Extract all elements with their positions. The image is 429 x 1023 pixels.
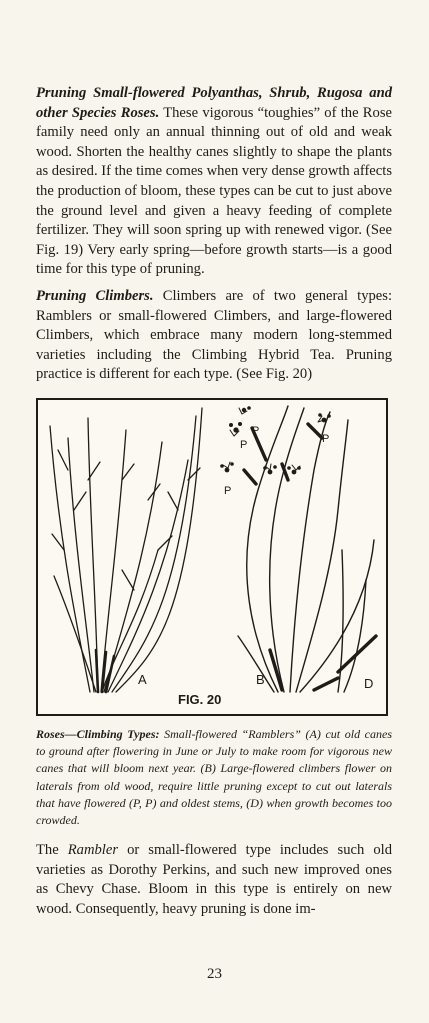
paragraph-emphasis: Rambler xyxy=(67,842,119,859)
label-p: P xyxy=(224,484,232,497)
paragraph-body: These vigorous “toughies” of the Rose family need only an annual thinning out of old and weak wood. Shorten the healthy canes slightly to shape the plants as desired. If the time comes when very dense growth affects the production of bloom, these types can be cut to just above the ground level and given a heavy feeding of complete fertilizer. They will soon spring up with renewed vigor. (See Fig. 19) Very early spring—before growth starts—is a good time for this type of pruning. xyxy=(36,104,392,278)
paragraph-pruning-polyanthas xyxy=(36,84,392,280)
label-b: B xyxy=(256,671,265,687)
paragraph-rambler-type xyxy=(36,841,392,919)
paragraph-text: or small-flowered type includes such old varieties as Dorothy Perkins, and such new improved ones as Chevy Chase. Bloom in this type is entirely on new wood. Consequently, heavy pruning is done im- xyxy=(36,842,392,917)
paragraph-text: The xyxy=(36,842,68,859)
label-a: A xyxy=(138,671,147,687)
climber-cuts xyxy=(244,424,376,690)
figure-20 xyxy=(36,398,388,716)
caption-body: Small-flowered “Ramblers” (A) cut old canes to ground after flowering in June or July to make room for vigorous new canes that will bloom next year. (B) Large-flowered climbers flower on laterals from old wood, require little pruning except to cut out laterals that have flowered (P, P) and oldest stems, (D) when growth becomes too crowded. xyxy=(36,726,392,827)
rose-illustration xyxy=(38,400,386,714)
page-content xyxy=(36,84,392,920)
caption-lead: Roses—Climbing Types: xyxy=(36,726,160,741)
figure-title: FIG. 20 xyxy=(178,691,222,707)
paragraph-lead: Pruning Small-flowered Polyanthas, Shrub, Rugosa and other Species Roses. xyxy=(36,85,392,121)
rambler-canes xyxy=(50,408,202,692)
climber-canes xyxy=(238,406,374,692)
flowered-laterals xyxy=(223,408,324,470)
page-number: 23 xyxy=(207,966,222,982)
label-d: D xyxy=(364,675,374,691)
label-p: P xyxy=(240,438,248,451)
label-p: P xyxy=(322,432,330,445)
paragraph-body: Climbers are of two general types: Ramblers or small-flowered Climbers, and large-flowered Climbers, which embrace many modern long-stemmed varieties including the Climbing Hybrid Tea. Pruning practice is different for each type. (See Fig. 20) xyxy=(36,287,393,383)
label-p: P xyxy=(252,424,260,437)
figure-caption xyxy=(36,726,392,829)
paragraph-lead: Pruning Climbers. xyxy=(36,287,154,304)
paragraph-pruning-climbers xyxy=(36,287,392,385)
